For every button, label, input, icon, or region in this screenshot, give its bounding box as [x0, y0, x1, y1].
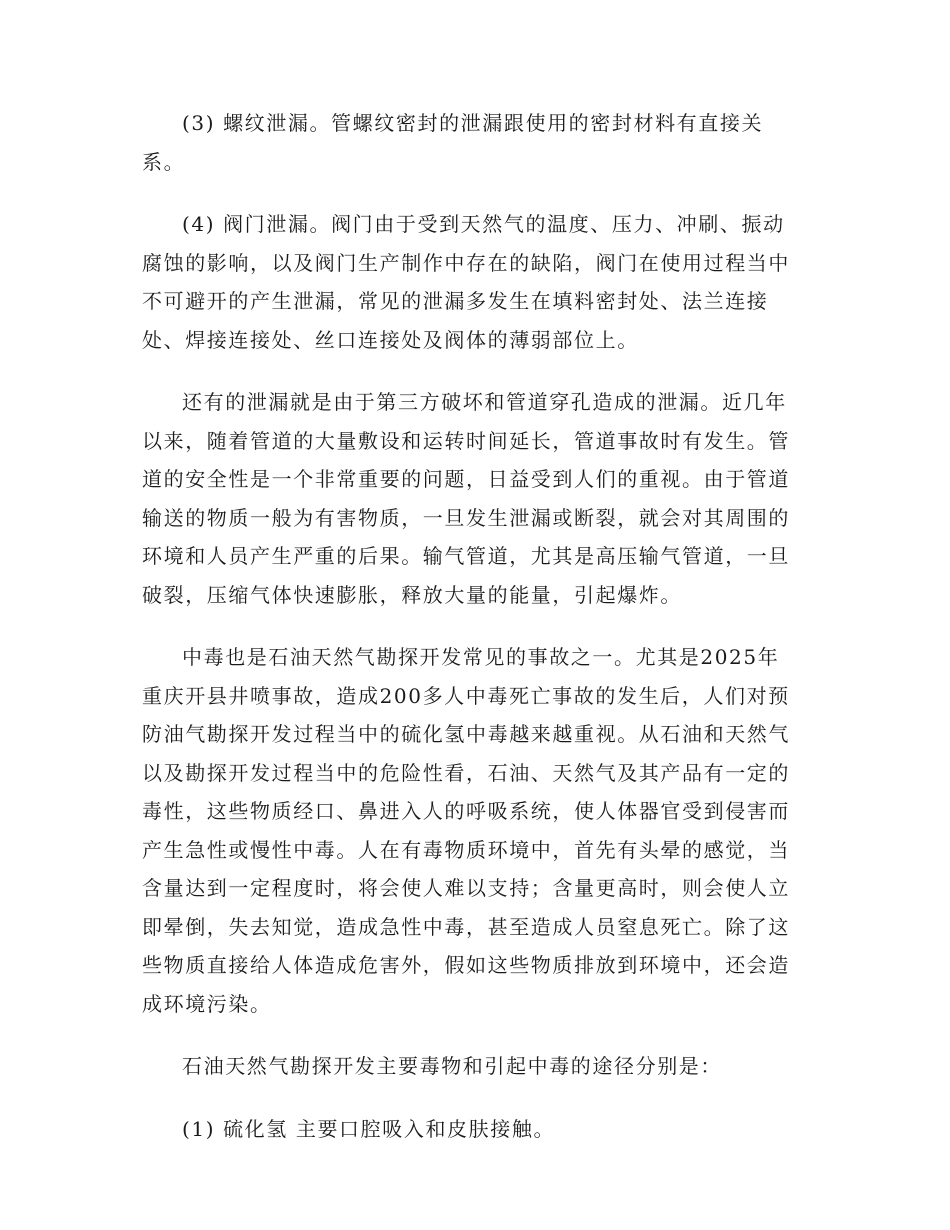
paragraph-hydrogen-sulfide: [142, 1110, 798, 1149]
paragraph-poisoning: [142, 638, 798, 1023]
text-line: 产生急性或慢性中毒。人在有毒物质环境中，首先有头晕的感觉，当: [142, 837, 790, 862]
text-line: 石油天然气勘探开发主要毒物和引起中毒的途径分别是：: [182, 1054, 722, 1078]
text-line: 含量达到一定程度时，将会使人难以支持；含量更高时，则会使人立: [142, 876, 790, 900]
text-line: 环境和人员产生严重的后果。输气管道，尤其是高压输气管道，一旦: [142, 544, 790, 568]
text-line: 系。: [142, 149, 186, 174]
text-line: 重庆开县井喷事故，造成200多人中毒死亡事故的发生后，人们对预: [142, 683, 790, 708]
paragraph-valve-leak: [142, 205, 798, 359]
text-line: 中毒也是石油天然气勘探开发常见的事故之一。尤其是2025年: [182, 645, 780, 669]
text-line: 防油气勘探开发过程当中的硫化氢中毒越来越重视。从石油和天然气: [142, 722, 790, 746]
paragraph-toxin-routes-intro: [142, 1047, 798, 1086]
text-line: 处、焊接连接处、丝口连接处及阀体的薄弱部位上。: [142, 327, 639, 352]
text-line: 输送的物质一般为有害物质，一旦发生泄漏或断裂，就会对其周围的: [142, 505, 790, 530]
text-line: 以及勘探开发过程当中的危险性看，石油、天然气及其产品有一定的: [142, 760, 790, 785]
text-line: 以来，随着管道的大量敷设和运转时间延长，管道事故时有发生。管: [142, 428, 790, 453]
text-line: 破裂，压缩气体快速膨胀，释放大量的能量，引起爆炸。: [142, 582, 682, 607]
text-line: 即晕倒，失去知觉，造成急性中毒，甚至造成人员窒息死亡。除了这: [142, 914, 790, 939]
text-line: 腐蚀的影响，以及阀门生产制作中存在的缺陷，阀门在使用过程当中: [142, 250, 790, 275]
paragraph-third-party-damage: [142, 383, 798, 614]
text-line: 不可避开的产生泄漏，常见的泄漏多发生在填料密封处、法兰连接: [142, 289, 769, 313]
text-line: 道的安全性是一个非常重要的问题，日益受到人们的重视。由于管道: [142, 467, 790, 491]
text-line: 成环境污染。: [142, 991, 272, 1016]
document-body: [142, 104, 798, 1148]
text-line: (3) 螺纹泄漏。管螺纹密封的泄漏跟使用的密封材料有直接关: [182, 111, 764, 135]
paragraph-thread-leak: [142, 104, 798, 181]
text-line: (1) 硫化氢 主要口腔吸入和皮肤接触。: [182, 1116, 556, 1141]
text-line: 还有的泄漏就是由于第三方破坏和管道穿孔造成的泄漏。近几年: [182, 390, 787, 414]
text-line: 毒性，这些物质经口、鼻进入人的呼吸系统，使人体器官受到侵害而: [142, 799, 790, 823]
text-line: (4) 阀门泄漏。阀门由于受到天然气的温度、压力、冲刷、振动: [182, 212, 785, 236]
text-line: 些物质直接给人体造成危害外，假如这些物质排放到环境中，还会造: [142, 953, 790, 977]
